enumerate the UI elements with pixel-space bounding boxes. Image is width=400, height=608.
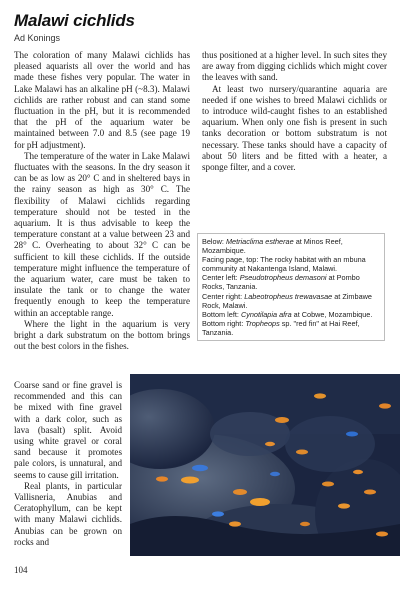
paragraph: Coarse sand or fine gravel is recommended and this can be mixed with fine gravel with a dark color, such as lava (basalt) split. Avoid using white gravel or coral sand because it promotes pale colors, is unnatural, and seems to cause gill irritation.: [14, 380, 122, 480]
paragraph: The temperature of the water in Lake Malawi fluctuates with the seasons. In the dry season it can be as low as 20° C and in sheltered bays in the rainy season as high as 30° C. The flexibility of Malawi cichlids regarding temperature should not be tested in the aquarium. It is thus advisable to keep the temperature constant at a value between 23 and 28° C. Overheating to about 32° C can be sufficient to kill these cichlids. If the outside temperature might influence the temperature of the aquarium water, care must be taken to insulate the tank or to change the water frequently enough to keep the temperature within an acceptable range.: [14, 150, 190, 318]
article-title: Malawi cichlids: [14, 11, 135, 30]
author-name: Ad Konings: [14, 33, 61, 43]
left-column: [14, 50, 190, 352]
paragraph: thus positioned at a higher level. In such sites they are away from digging cichlids which might cover the leaves with sand.: [202, 50, 387, 83]
right-column: [202, 50, 387, 173]
left-column-narrow: [14, 380, 122, 548]
paragraph: The coloration of many Malawi cichlids has pleased aquarists all over the world and has made these fishes very popular. The water in Lake Malawi has an alkaline pH (~8.3). Malawi cichlids are rather robust and can stand some fluctuation in the pH, but it is recommended that the pH of the aquarium water be maintained between 7.0 and 8.5 (see page 19 for pH adjustment).: [14, 50, 190, 150]
caption-line: Bottom left: Cynotilapia afra at Cobwe, Mozambique.: [202, 309, 373, 319]
caption-line: Center left: Pseudotropheus demasoni at Pombo Rocks, Tanzania.: [202, 273, 360, 292]
paragraph: Where the light in the aquarium is very bright a dark substratum on the bottom brings out the best colors in the fishes.: [14, 318, 190, 352]
paragraph: At least two nursery/quarantine aquaria are needed if one wishes to breed Malawi cichlids or to introduce wild-caught fishes to an established aquarium. When only one fish is present in such tanks decoration or bottom substratum is not necessary. These tanks should have a capacity of about 50 liters and be fitted with a heater, a sponge filter, and a cover.: [202, 83, 387, 173]
caption-line: Facing page, top: The rocky habitat with an mbuna community at Nakantenga Island, Malawi.: [202, 255, 366, 274]
caption-line: Below: Metriaclima estherae at Minos Reef, Mozambique.: [202, 237, 343, 256]
photo-caption-box: [197, 233, 385, 341]
page-number: 104: [14, 565, 28, 575]
cichlid-reef-photo: [130, 374, 400, 556]
caption-line: Center right: Labeotropheus trewavasae at Zimbawe Rock, Malawi.: [202, 291, 372, 310]
paragraph: Real plants, in particular Vallisneria, Anubias and Ceratophyllum, can be kept with many Malawi cichlids. Anubias can be grown on rocks and: [14, 480, 122, 547]
underwater-scene-illustration: [130, 374, 400, 556]
caption-line: Bottom right: Tropheops sp. "red fin" at Hai Reef, Tanzania.: [202, 318, 360, 337]
